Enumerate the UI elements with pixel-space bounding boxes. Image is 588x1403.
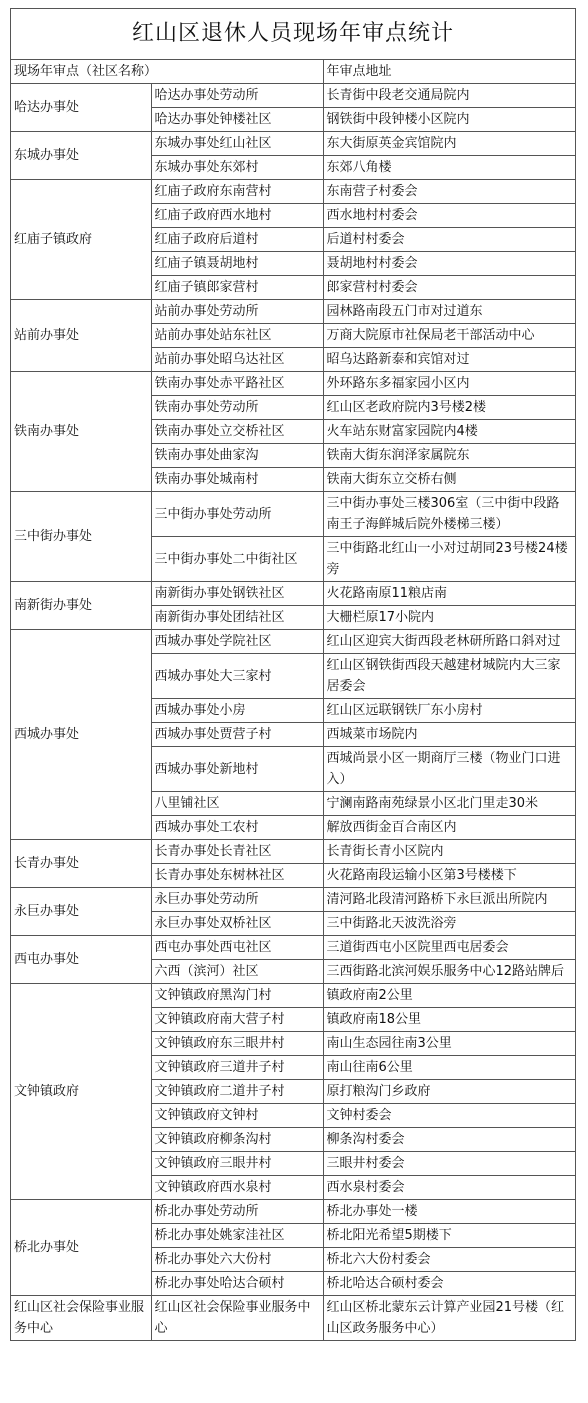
table-row	[11, 984, 575, 1008]
address-cell: 西水地村村委会	[323, 204, 575, 228]
address-cell: 文钟村委会	[323, 1104, 575, 1128]
point-name-cell: 西城办事处学院社区	[151, 630, 323, 654]
address-cell: 镇政府南2公里	[323, 984, 575, 1008]
inspection-points-table	[11, 60, 575, 1340]
point-name-cell: 哈达办事处劳动所	[151, 84, 323, 108]
document-sheet	[10, 8, 576, 1341]
address-cell: 铁南大街东立交桥右侧	[323, 468, 575, 492]
address-cell: 长青街中段老交通局院内	[323, 84, 575, 108]
point-name-cell: 铁南办事处赤平路社区	[151, 372, 323, 396]
office-name-cell: 铁南办事处	[11, 372, 151, 492]
address-cell: 大栅栏原17小院内	[323, 606, 575, 630]
point-name-cell: 站前办事处昭乌达社区	[151, 348, 323, 372]
point-name-cell: 南新街办事处团结社区	[151, 606, 323, 630]
address-cell: 火花路南段运输小区第3号楼楼下	[323, 864, 575, 888]
point-name-cell: 南新街办事处钢铁社区	[151, 582, 323, 606]
point-name-cell: 东城办事处东郊村	[151, 156, 323, 180]
office-name-cell: 永巨办事处	[11, 888, 151, 936]
address-cell: 镇政府南18公里	[323, 1008, 575, 1032]
address-cell: 宁澜南路南苑绿景小区北门里走30米	[323, 792, 575, 816]
address-cell: 南山往南6公里	[323, 1056, 575, 1080]
point-name-cell: 铁南办事处立交桥社区	[151, 420, 323, 444]
address-cell: 万商大院原市社保局老干部活动中心	[323, 324, 575, 348]
address-cell: 红山区钢铁街西段天越建材城院内大三家居委会	[323, 654, 575, 699]
point-name-cell: 文钟镇政府南大营子村	[151, 1008, 323, 1032]
office-name-cell: 哈达办事处	[11, 84, 151, 132]
table-row	[11, 582, 575, 606]
address-cell: 后道村村委会	[323, 228, 575, 252]
point-name-cell: 文钟镇政府二道井子村	[151, 1080, 323, 1104]
address-cell: 西城尚景小区一期商厅三楼（物业门口进入）	[323, 747, 575, 792]
point-name-cell: 文钟镇政府东三眼井村	[151, 1032, 323, 1056]
point-name-cell: 文钟镇政府三道井子村	[151, 1056, 323, 1080]
address-cell: 三中街路北红山一小对过胡同23号楼24楼旁	[323, 537, 575, 582]
address-cell: 东郊八角楼	[323, 156, 575, 180]
office-name-cell: 红山区社会保险事业服务中心	[11, 1296, 151, 1341]
address-cell: 园林路南段五门市对过道东	[323, 300, 575, 324]
address-cell: 红山区迎宾大街西段老林研所路口斜对过	[323, 630, 575, 654]
address-cell: 铁南大街东润泽家属院东	[323, 444, 575, 468]
office-name-cell: 站前办事处	[11, 300, 151, 372]
point-name-cell: 西城办事处工农村	[151, 816, 323, 840]
address-cell: 三西街路北滨河娱乐服务中心12路站牌后	[323, 960, 575, 984]
point-name-cell: 文钟镇政府黑沟门村	[151, 984, 323, 1008]
point-name-cell: 永巨办事处双桥社区	[151, 912, 323, 936]
address-cell: 红山区远联钢铁厂东小房村	[323, 699, 575, 723]
address-cell: 西城菜市场院内	[323, 723, 575, 747]
point-name-cell: 三中街办事处劳动所	[151, 492, 323, 537]
address-cell: 桥北六大份村委会	[323, 1248, 575, 1272]
address-cell: 三中街办事处三楼306室（三中街中段路南王子海鲜城后院外楼梯三楼）	[323, 492, 575, 537]
table-row	[11, 630, 575, 654]
address-cell: 长青街长青小区院内	[323, 840, 575, 864]
office-name-cell: 桥北办事处	[11, 1200, 151, 1296]
point-name-cell: 桥北办事处劳动所	[151, 1200, 323, 1224]
table-row	[11, 936, 575, 960]
table-header-row	[11, 60, 575, 84]
office-name-cell: 三中街办事处	[11, 492, 151, 582]
point-name-cell: 铁南办事处劳动所	[151, 396, 323, 420]
point-name-cell: 文钟镇政府文钟村	[151, 1104, 323, 1128]
point-name-cell: 西城办事处小房	[151, 699, 323, 723]
point-name-cell: 长青办事处东树林社区	[151, 864, 323, 888]
office-name-cell: 长青办事处	[11, 840, 151, 888]
point-name-cell: 红庙子镇郎家营村	[151, 276, 323, 300]
table-row	[11, 840, 575, 864]
address-cell: 原打粮沟门乡政府	[323, 1080, 575, 1104]
point-name-cell: 红庙子政府西水地村	[151, 204, 323, 228]
table-row	[11, 180, 575, 204]
point-name-cell: 永巨办事处劳动所	[151, 888, 323, 912]
address-cell: 昭乌达路新泰和宾馆对过	[323, 348, 575, 372]
address-cell: 钢铁街中段钟楼小区院内	[323, 108, 575, 132]
point-name-cell: 站前办事处劳动所	[151, 300, 323, 324]
point-name-cell: 桥北办事处姚家洼社区	[151, 1224, 323, 1248]
address-cell: 东大街原英金宾馆院内	[323, 132, 575, 156]
point-name-cell: 红庙子政府东南营村	[151, 180, 323, 204]
office-name-cell: 西城办事处	[11, 630, 151, 840]
point-name-cell: 红庙子镇聂胡地村	[151, 252, 323, 276]
point-name-cell: 文钟镇政府西水泉村	[151, 1176, 323, 1200]
point-name-cell: 文钟镇政府三眼井村	[151, 1152, 323, 1176]
address-cell: 南山生态园往南3公里	[323, 1032, 575, 1056]
office-name-cell: 红庙子镇政府	[11, 180, 151, 300]
office-name-cell: 文钟镇政府	[11, 984, 151, 1200]
office-name-cell: 西屯办事处	[11, 936, 151, 984]
office-name-cell: 南新街办事处	[11, 582, 151, 630]
point-name-cell: 东城办事处红山社区	[151, 132, 323, 156]
table-row	[11, 492, 575, 537]
point-name-cell: 哈达办事处钟楼社区	[151, 108, 323, 132]
table-row	[11, 84, 575, 108]
address-cell: 桥北办事处一楼	[323, 1200, 575, 1224]
address-cell: 三眼井村委会	[323, 1152, 575, 1176]
address-cell: 红山区老政府院内3号楼2楼	[323, 396, 575, 420]
address-cell: 郎家营村村委会	[323, 276, 575, 300]
point-name-cell: 铁南办事处城南村	[151, 468, 323, 492]
point-name-cell: 西城办事处贾营子村	[151, 723, 323, 747]
address-cell: 火花路南原11粮店南	[323, 582, 575, 606]
office-name-cell: 东城办事处	[11, 132, 151, 180]
point-name-cell: 红庙子政府后道村	[151, 228, 323, 252]
address-cell: 柳条沟村委会	[323, 1128, 575, 1152]
address-cell: 火车站东财富家园院内4楼	[323, 420, 575, 444]
point-name-cell: 桥北办事处哈达合硕村	[151, 1272, 323, 1296]
point-name-cell: 西城办事处新地村	[151, 747, 323, 792]
address-cell: 红山区桥北蒙东云计算产业园21号楼（红山区政务服务中心）	[323, 1296, 575, 1341]
address-cell: 桥北哈达合硕村委会	[323, 1272, 575, 1296]
point-name-cell: 六西（滨河）社区	[151, 960, 323, 984]
table-row	[11, 300, 575, 324]
point-name-cell: 文钟镇政府柳条沟村	[151, 1128, 323, 1152]
point-name-cell: 桥北办事处六大份村	[151, 1248, 323, 1272]
page-title: 红山区退休人员现场年审点统计	[11, 9, 575, 60]
table-row	[11, 372, 575, 396]
table-row	[11, 132, 575, 156]
point-name-cell: 西城办事处大三家村	[151, 654, 323, 699]
point-name-cell: 铁南办事处曲家沟	[151, 444, 323, 468]
point-name-cell: 长青办事处长青社区	[151, 840, 323, 864]
point-name-cell: 红山区社会保险事业服务中心	[151, 1296, 323, 1341]
point-name-cell: 三中街办事处二中街社区	[151, 537, 323, 582]
address-cell: 清河路北段清河路桥下永巨派出所院内	[323, 888, 575, 912]
header-point-name: 现场年审点（社区名称）	[11, 60, 323, 84]
address-cell: 外环路东多福家园小区内	[323, 372, 575, 396]
point-name-cell: 八里铺社区	[151, 792, 323, 816]
address-cell: 解放西街金百合南区内	[323, 816, 575, 840]
table-row	[11, 1296, 575, 1341]
address-cell: 聂胡地村村委会	[323, 252, 575, 276]
point-name-cell: 站前办事处站东社区	[151, 324, 323, 348]
address-cell: 东南营子村委会	[323, 180, 575, 204]
header-address: 年审点地址	[323, 60, 575, 84]
address-cell: 三道街西屯小区院里西屯居委会	[323, 936, 575, 960]
address-cell: 西水泉村委会	[323, 1176, 575, 1200]
address-cell: 三中街路北天波洗浴旁	[323, 912, 575, 936]
table-body	[11, 60, 575, 1340]
address-cell: 桥北阳光希望5期楼下	[323, 1224, 575, 1248]
point-name-cell: 西屯办事处西屯社区	[151, 936, 323, 960]
table-row	[11, 888, 575, 912]
table-row	[11, 1200, 575, 1224]
